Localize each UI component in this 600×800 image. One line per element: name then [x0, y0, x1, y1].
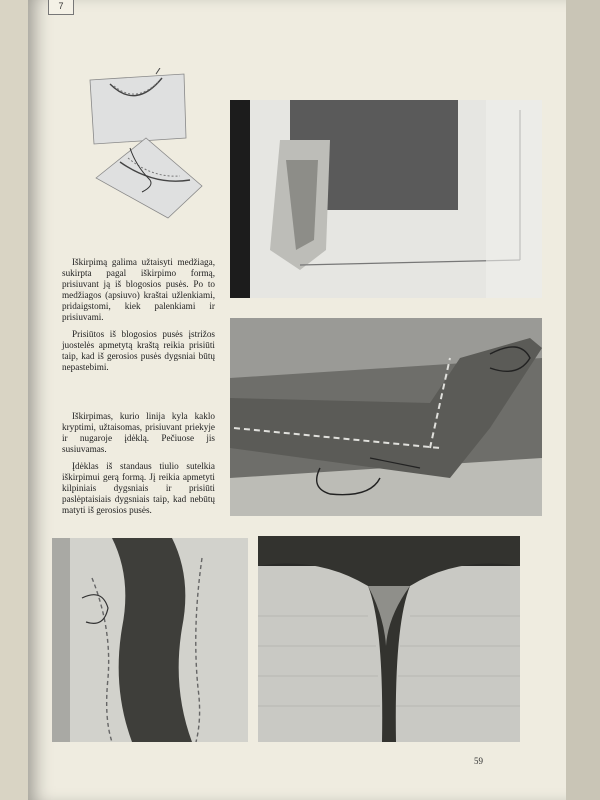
- photo-v-neck-insert: [258, 536, 520, 742]
- photo-fabric-corner: [230, 100, 542, 298]
- photo-tulle-insert: [52, 538, 248, 742]
- caption-second-paragraph-2: Įdėklas iš standaus tiulio sutelkia iškirpimui gerą formą. Jį reikia apmetyti kilpiniais dygsniais ir prisiūti paslėptaisiais dygsniais taip, kad nebūtų matyti iš gerosios pusės.: [62, 461, 215, 515]
- caption-first: [62, 257, 215, 379]
- caption-first-paragraph-2: Prisiūtos iš blogosios pusės įstrižos juostelės apmetytą kraštą reikia prisiūti taip, kad iš gerosios pusės dygsniai būtų nepastebimi.: [62, 329, 215, 372]
- right-page-edge: [566, 0, 600, 800]
- neckline-sketch: [80, 68, 210, 228]
- caption-first-paragraph-1: Iškirpimą galima užtaisyti medžiaga, sukirpta pagal iškirpimo formą, prisiuvant ją iš blogosios pusės. Po to medžiagos (apsiuvo) kraštai užlenkiami, pridaigstomi, kiek palenkiami ir prisiuvami.: [62, 257, 215, 322]
- caption-second-paragraph-1: Iškirpimas, kurio linija kyla kaklo kryptimi, užtaisomas, prisiuvant priekyje ir nugaroje įdėklą. Pečiuose jis susiuvamas.: [62, 411, 215, 454]
- caption-second: [62, 411, 215, 522]
- corner-tag: 7: [48, 0, 74, 15]
- page-number: 59: [474, 756, 483, 766]
- photo-bias-strip-stitching: [230, 318, 542, 516]
